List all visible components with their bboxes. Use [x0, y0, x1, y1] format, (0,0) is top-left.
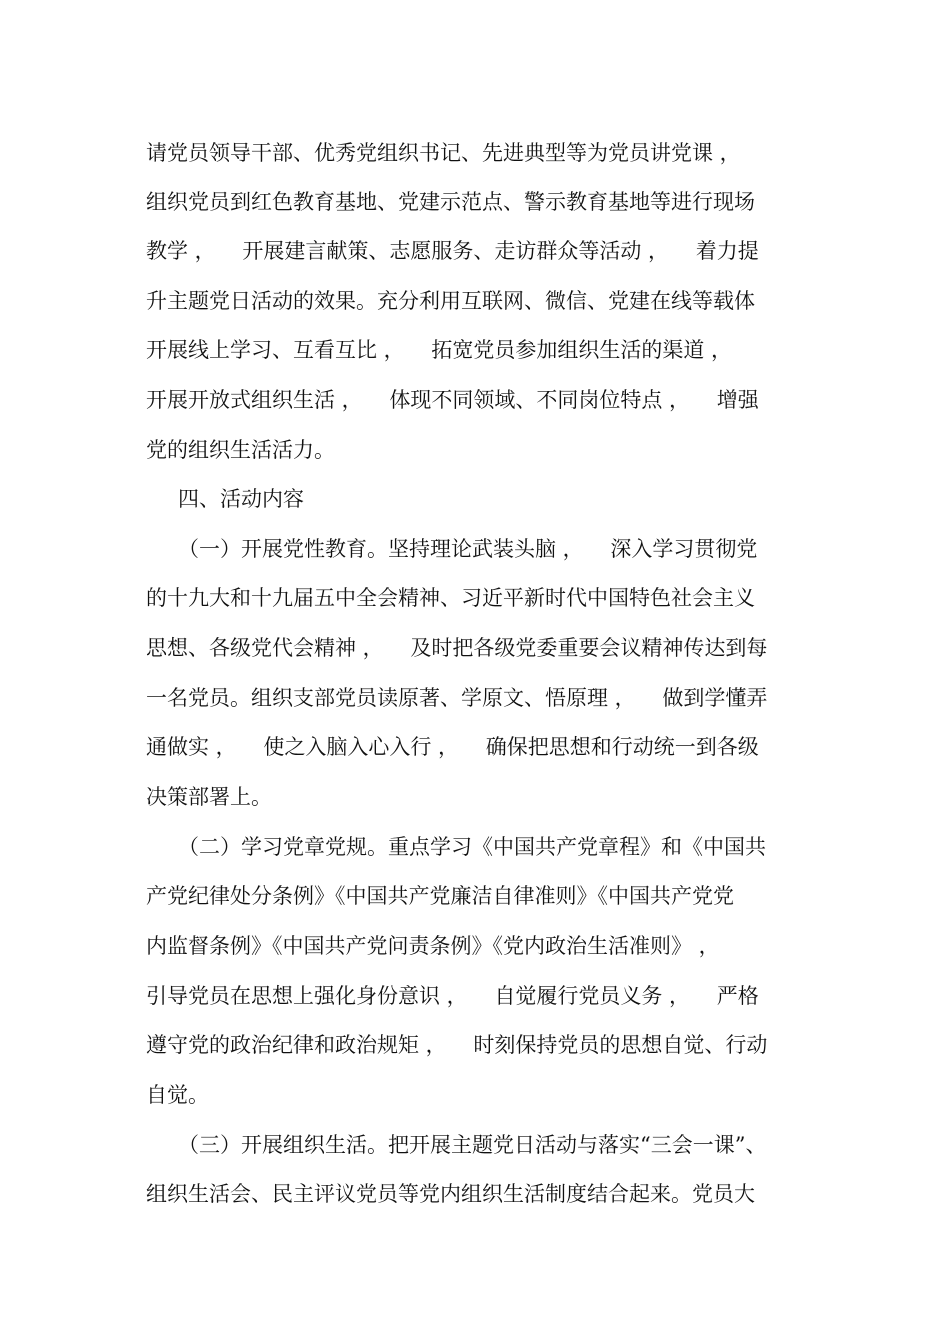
- text-line: 请党员领导干部、优秀党组织书记、先进典型等为党员讲党课 ，: [146, 141, 741, 165]
- text-line: 引导党员在思想上强化身份意识 ， 自觉履行党员义务 ， 严格: [146, 984, 759, 1008]
- section-heading: 四、活动内容: [178, 487, 304, 511]
- text-line: 组织生活会、民主评议党员等党内组织生活制度结合起来。党员大: [146, 1182, 755, 1206]
- text-line: 决策部署上。: [146, 785, 272, 809]
- text-line: 思想、各级党代会精神 ， 及时把各级党委重要会议精神传达到每: [146, 636, 768, 660]
- text-line: 产党纪律处分条例》《中国共产党廉洁自律准则》《中国共产党党: [146, 884, 734, 908]
- text-line: 教学 ， 开展建言献策、志愿服务、走访群众等活动 ， 着力提: [146, 239, 759, 263]
- text-line: 遵守党的政治纪律和政治规矩 ， 时刻保持党员的思想自觉、行动: [146, 1033, 768, 1057]
- text-line: 通做实 ， 使之入脑入心入行 ， 确保把思想和行动统一到各级: [146, 735, 759, 759]
- text-line: 升主题党日活动的效果。充分利用互联网、微信、党建在线等载体: [146, 289, 755, 313]
- text-line: 内监督条例》《中国共产党问责条例》《党内政治生活准则》 ，: [146, 934, 720, 958]
- text-line: （一）开展党性教育。坚持理论武装头脑 ， 深入学习贯彻党: [178, 537, 758, 561]
- text-line: 组织党员到红色教育基地、党建示范点、警示教育基地等进行现场: [146, 190, 755, 214]
- text-line: （三）开展组织生活。把开展主题党日活动与落实“三会一课”、: [178, 1133, 767, 1157]
- text-line: 自觉。: [146, 1083, 209, 1107]
- text-line: 开展线上学习、互看互比 ， 拓宽党员参加组织生活的渠道 ，: [146, 338, 733, 362]
- text-line: 党的组织生活活力。: [146, 438, 335, 462]
- text-line: （二）学习党章党规。重点学习《中国共产党章程》和《中国共: [178, 835, 766, 859]
- text-line: 的十九大和十九届五中全会精神、习近平新时代中国特色社会主义: [146, 586, 755, 610]
- text-line: 开展开放式组织生活 ， 体现不同领域、不同岗位特点 ， 增强: [146, 388, 759, 412]
- text-line: 一名党员。组织支部党员读原著、学原文、悟原理 ， 做到学懂弄: [146, 686, 768, 710]
